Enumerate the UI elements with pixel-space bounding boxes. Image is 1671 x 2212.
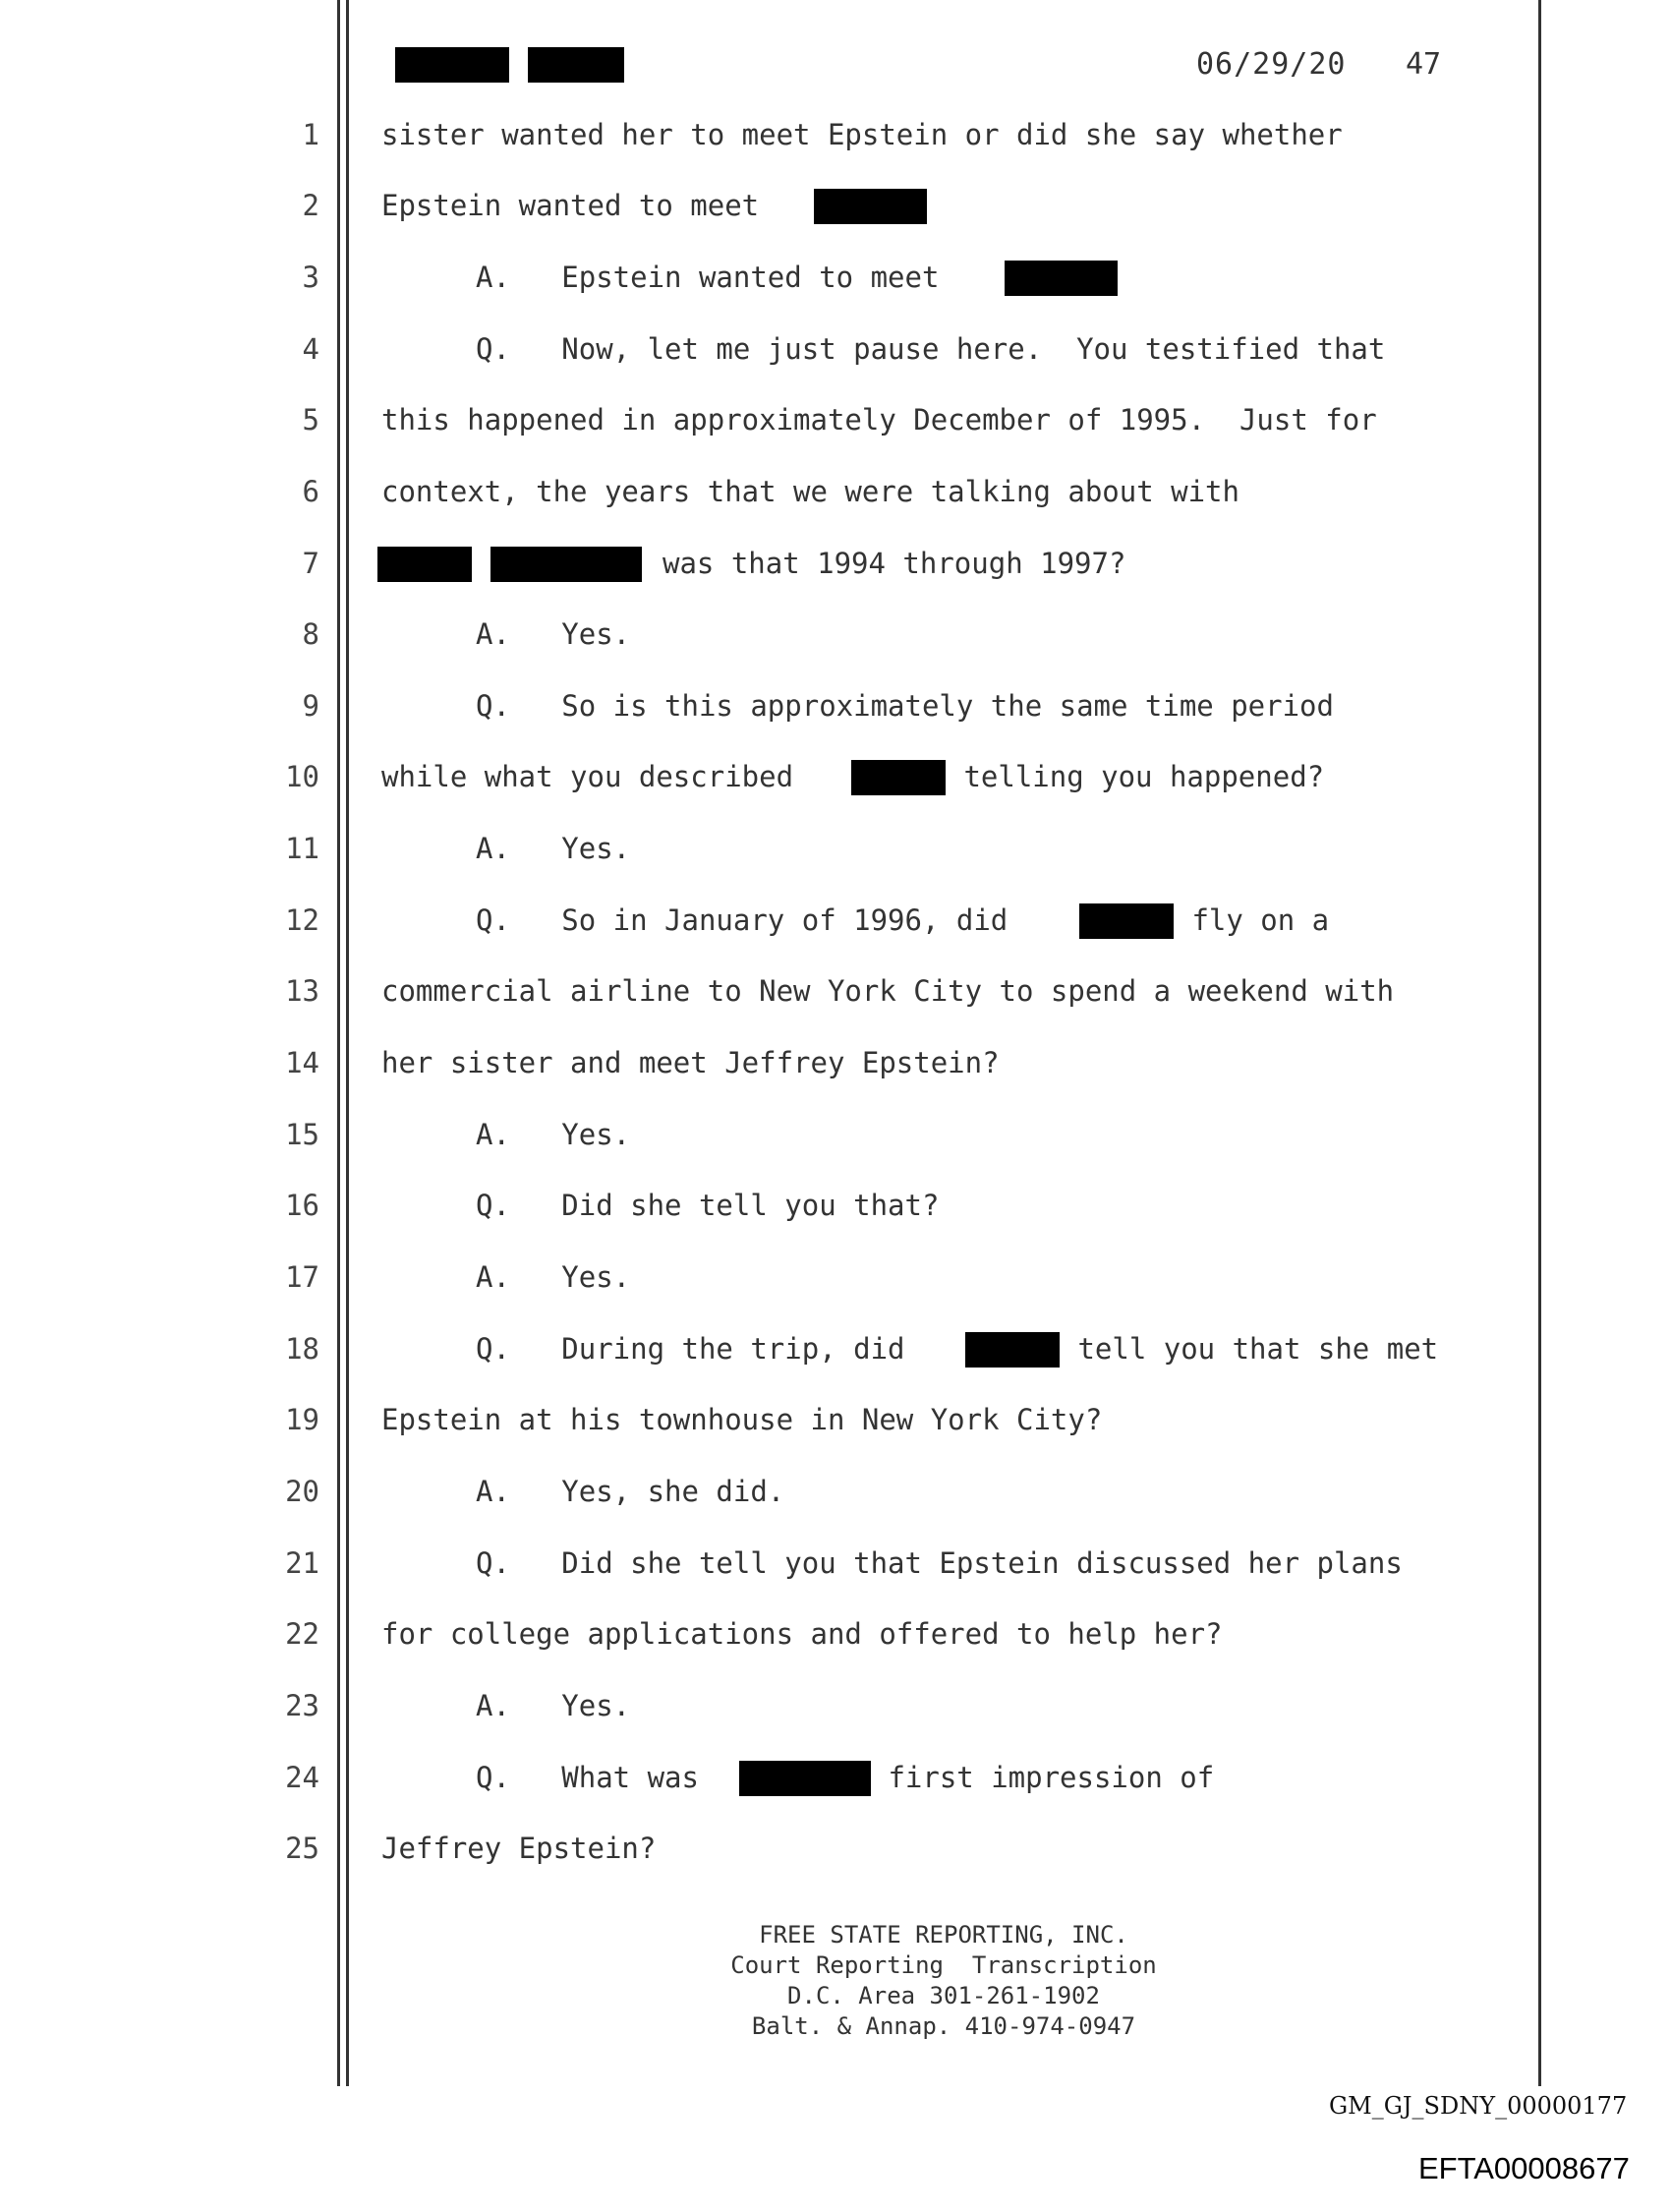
redaction-block (1079, 903, 1174, 939)
line-number: 7 (302, 547, 319, 580)
line-number: 24 (285, 1761, 319, 1794)
reporter-footer (580, 1920, 1307, 2042)
redaction-block (965, 1332, 1060, 1368)
transcript-line (0, 1475, 1671, 1546)
transcript-line (0, 617, 1671, 689)
transcript-line (0, 261, 1671, 332)
line-text: A. Yes. (476, 832, 631, 865)
redaction-block (1005, 261, 1118, 296)
line-text: was that 1994 through 1997? (663, 547, 1126, 580)
line-text: this happened in approximately December of 1995. Just for (381, 403, 1377, 437)
line-text: commercial airline to New York City to spend a weekend with (381, 974, 1395, 1008)
line-text: Q. So is this approximately the same time period (476, 689, 1334, 723)
line-text: Q. Now, let me just pause here. You testified that (476, 332, 1386, 366)
transcript-line (0, 1403, 1671, 1475)
header-date: 06/29/20 (1196, 47, 1347, 82)
transcript-line (0, 1118, 1671, 1190)
transcript-line (0, 1046, 1671, 1118)
line-text: A. Yes. (476, 617, 631, 651)
line-text: Q. What was (476, 1761, 717, 1794)
transcript-line (0, 1332, 1671, 1404)
line-number: 9 (302, 689, 319, 723)
line-text: Jeffrey Epstein? (381, 1832, 657, 1865)
line-text: Q. Did she tell you that Epstein discussed her plans (476, 1546, 1403, 1580)
line-number: 11 (285, 832, 319, 865)
line-text: A. Yes. (476, 1260, 631, 1294)
header-page-number: 47 (1406, 47, 1442, 82)
line-number: 1 (302, 118, 319, 151)
transcript-line (0, 903, 1671, 975)
bates-number: GM_GJ_SDNY_00000177 (1329, 2092, 1628, 2120)
transcript-line (0, 1546, 1671, 1618)
line-number: 5 (302, 403, 319, 437)
redaction-block (851, 760, 946, 795)
redaction-block (814, 189, 927, 224)
footer-services: Court Reporting Transcription (730, 1951, 1157, 1979)
transcript-line (0, 475, 1671, 547)
line-number: 8 (302, 617, 319, 651)
line-text: Q. Did she tell you that? (476, 1189, 940, 1222)
line-number: 16 (285, 1189, 319, 1222)
line-text: A. Yes, she did. (476, 1475, 785, 1508)
line-number: 10 (285, 760, 319, 793)
transcript-line (0, 1761, 1671, 1833)
line-text: Epstein at his townhouse in New York City? (381, 1403, 1103, 1436)
line-text: for college applications and offered to help her? (381, 1617, 1223, 1651)
transcript-line (0, 689, 1671, 761)
footer-company: FREE STATE REPORTING, INC. (759, 1921, 1128, 1949)
transcript-line (0, 974, 1671, 1046)
line-text: A. Epstein wanted to meet (476, 261, 956, 294)
line-text: her sister and meet Jeffrey Epstein? (381, 1046, 1000, 1079)
line-text: A. Yes. (476, 1118, 631, 1151)
line-number: 17 (285, 1260, 319, 1294)
line-number: 22 (285, 1617, 319, 1651)
transcript-line (0, 189, 1671, 261)
line-text-continued: fly on a (1175, 903, 1330, 937)
transcript-line (0, 1189, 1671, 1260)
line-text: Q. So in January of 1996, did (476, 903, 1025, 937)
line-number: 2 (302, 189, 319, 222)
transcript-line (0, 1617, 1671, 1689)
transcript-line (0, 760, 1671, 832)
transcript-line (0, 547, 1671, 618)
redaction-block (739, 1761, 871, 1796)
line-number: 25 (285, 1832, 319, 1865)
transcript-line (0, 118, 1671, 190)
transcript-line (0, 403, 1671, 475)
line-number: 19 (285, 1403, 319, 1436)
transcript-line (0, 1689, 1671, 1761)
redaction-block (490, 547, 642, 582)
line-number: 20 (285, 1475, 319, 1508)
line-number: 23 (285, 1689, 319, 1722)
line-text-continued: first impression of (871, 1761, 1215, 1794)
line-number: 14 (285, 1046, 319, 1079)
line-number: 18 (285, 1332, 319, 1366)
line-text-continued: telling you happened? (947, 760, 1325, 793)
transcript-line (0, 1832, 1671, 1903)
line-text: context, the years that we were talking about with (381, 475, 1239, 508)
line-number: 21 (285, 1546, 319, 1580)
line-text: A. Yes. (476, 1689, 631, 1722)
footer-dc-phone: D.C. Area 301-261-1902 (787, 1982, 1100, 2009)
header-redaction-last-name (528, 47, 624, 83)
redaction-block (377, 547, 472, 582)
transcript-line (0, 832, 1671, 903)
line-number: 15 (285, 1118, 319, 1151)
line-number: 4 (302, 332, 319, 366)
header-redaction-first-name (395, 47, 509, 83)
line-number: 6 (302, 475, 319, 508)
efta-number: EFTA00008677 (1418, 2151, 1630, 2185)
line-text: Epstein wanted to meet (381, 189, 777, 222)
transcript-line (0, 332, 1671, 404)
transcript-line (0, 1260, 1671, 1332)
line-number: 12 (285, 903, 319, 937)
line-number: 3 (302, 261, 319, 294)
line-text: sister wanted her to meet Epstein or did she say whether (381, 118, 1343, 151)
line-text: Q. During the trip, did (476, 1332, 922, 1366)
footer-balt-phone: Balt. & Annap. 410-974-0947 (751, 2012, 1136, 2040)
line-number: 13 (285, 974, 319, 1008)
line-text: while what you described (381, 760, 811, 793)
line-text-continued: tell you that she met (1061, 1332, 1439, 1366)
